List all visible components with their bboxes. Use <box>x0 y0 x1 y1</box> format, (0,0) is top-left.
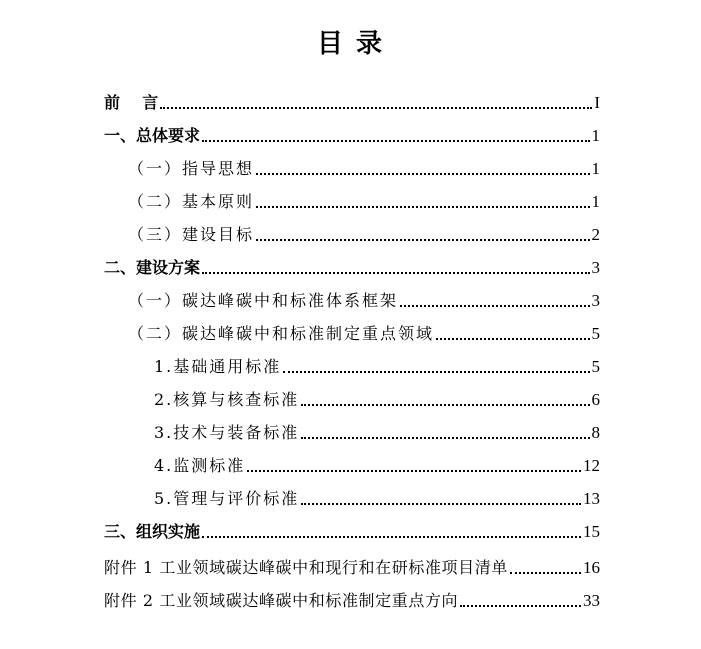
toc-entry-label: 一、总体要求 <box>104 126 201 145</box>
toc-entry-management-evaluation-standards[interactable] <box>154 480 600 510</box>
toc-leader-dots <box>301 503 581 505</box>
toc-entry-label: （三）建设目标 <box>128 225 255 244</box>
toc-entry-page: 1 <box>591 126 600 145</box>
toc-leader-dots <box>436 338 589 340</box>
toc-leader-dots <box>160 107 592 109</box>
toc-entry-key-areas[interactable] <box>128 315 600 345</box>
page-title: 目 录 <box>316 29 385 59</box>
toc-leader-dots <box>256 206 589 208</box>
toc-entry-monitoring-standards[interactable] <box>154 447 600 477</box>
toc-entry-label: 前 言 <box>104 93 159 112</box>
toc-entry-label: （一）碳达峰碳中和标准体系框架 <box>128 291 399 310</box>
toc-entry-page: 8 <box>591 423 600 442</box>
toc-entry-label: 三、组织实施 <box>104 522 201 541</box>
toc-entry-label: 附件 1 工业领域碳达峰碳中和现行和在研标准项目清单 <box>104 558 508 577</box>
toc-entry-page: 13 <box>583 489 600 508</box>
toc-entry-organization-implementation[interactable] <box>104 513 600 543</box>
toc-entry-page: 33 <box>583 591 600 610</box>
toc-entry-label: 附件 2 工业领域碳达峰碳中和标准制定重点方向 <box>104 591 459 610</box>
toc-entry-guiding-thought[interactable] <box>128 150 600 180</box>
toc-entry-annex-2[interactable] <box>104 582 600 612</box>
toc-entry-basic-general-standards[interactable] <box>154 348 600 378</box>
toc-leader-dots <box>510 572 581 574</box>
toc-entry-construction-goals[interactable] <box>128 216 600 246</box>
toc-entry-label: （二）碳达峰碳中和标准制定重点领域 <box>128 324 435 343</box>
toc-entry-construction-plan[interactable] <box>104 249 600 279</box>
toc-leader-dots <box>256 239 589 241</box>
toc-leader-dots <box>202 140 589 142</box>
toc-entry-accounting-verification-standards[interactable] <box>154 381 600 411</box>
toc-leader-dots <box>247 470 581 472</box>
toc-entry-page: 3 <box>591 291 600 310</box>
toc-entry-technology-equipment-standards[interactable] <box>154 414 600 444</box>
toc-entry-label: 2.核算与核查标准 <box>154 390 300 409</box>
toc-entry-overall-requirements[interactable] <box>104 117 600 147</box>
toc-entry-page: 16 <box>583 558 600 577</box>
toc-entry-page: 3 <box>591 258 600 277</box>
toc-entry-page: 5 <box>591 357 600 376</box>
toc-entry-standard-system-framework[interactable] <box>128 282 600 312</box>
toc-leader-dots <box>256 173 589 175</box>
toc-entry-label: （二）基本原则 <box>128 192 255 211</box>
toc-entry-page: 2 <box>591 225 600 244</box>
toc-entry-label: 二、建设方案 <box>104 258 201 277</box>
toc-entry-label: 1.基础通用标准 <box>154 357 282 376</box>
toc-entry-page: 6 <box>591 390 600 409</box>
toc-entry-annex-1[interactable] <box>104 549 600 579</box>
toc-leader-dots <box>400 305 589 307</box>
toc-entry-page: 1 <box>591 159 600 178</box>
toc-leader-dots <box>283 371 589 373</box>
toc-entry-preface[interactable] <box>104 84 600 114</box>
toc-entry-label: 3.技术与装备标准 <box>154 423 300 442</box>
toc-entry-page: I <box>594 93 600 112</box>
toc-entry-basic-principles[interactable] <box>128 183 600 213</box>
toc-entry-page: 15 <box>583 522 600 541</box>
toc-leader-dots <box>301 404 589 406</box>
toc-entry-page: 12 <box>583 456 600 475</box>
toc-leader-dots <box>301 437 589 439</box>
toc-entry-page: 1 <box>591 192 600 211</box>
toc-leader-dots <box>202 536 581 538</box>
toc-leader-dots <box>202 272 589 274</box>
toc-entry-label: 4.监测标准 <box>154 456 246 475</box>
toc-entry-label: 5.管理与评价标准 <box>154 489 300 508</box>
toc-leader-dots <box>460 605 581 607</box>
toc-entry-page: 5 <box>591 324 600 343</box>
toc-entry-label: （一）指导思想 <box>128 159 255 178</box>
